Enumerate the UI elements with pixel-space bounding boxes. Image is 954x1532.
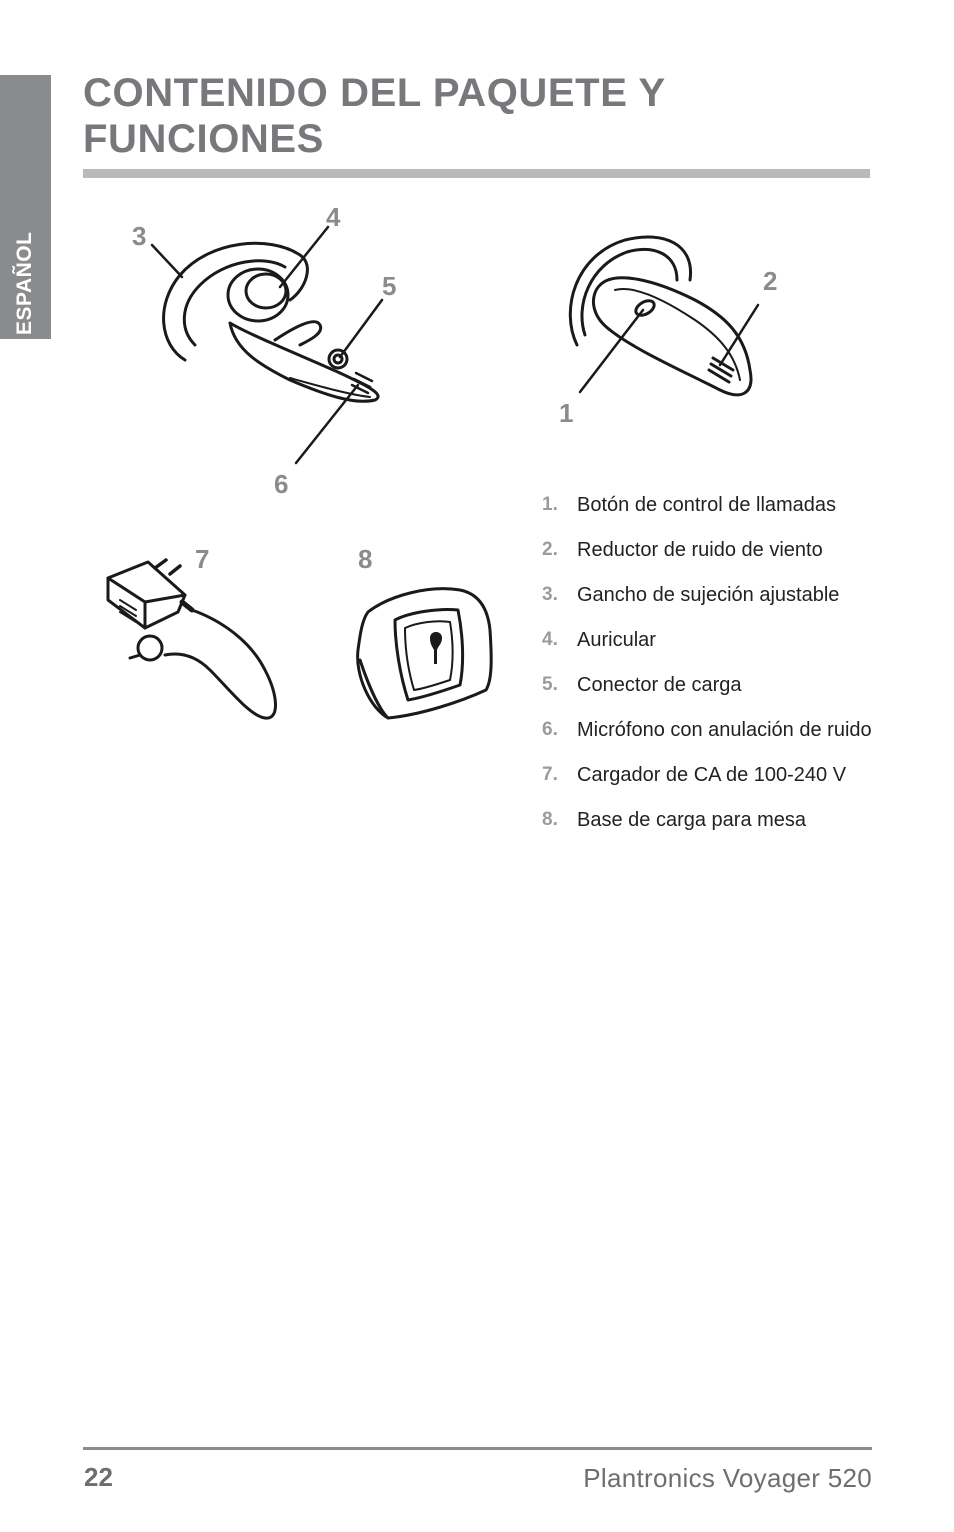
callout-3: 3 — [132, 221, 147, 251]
list-item — [542, 491, 872, 519]
callout-line-1 — [580, 310, 643, 392]
list-item-label: Base de carga para mesa — [577, 809, 807, 831]
list-item-number: 8. — [542, 809, 558, 830]
list-item — [542, 536, 872, 564]
list-item-label: Conector de carga — [577, 674, 742, 696]
list-item — [542, 716, 872, 744]
callout-line-4 — [280, 227, 328, 287]
charging-base-illustration — [350, 540, 500, 730]
list-item-label: Micrófono con anulación de ruido — [577, 719, 872, 741]
callout-7: 7 — [195, 544, 210, 574]
page-number: 22 — [84, 1462, 113, 1492]
list-item-label: Botón de control de llamadas — [577, 494, 837, 516]
list-item — [542, 761, 872, 789]
list-item-number: 1. — [542, 494, 558, 515]
list-item-number: 6. — [542, 719, 558, 740]
callout-line-6 — [296, 385, 358, 463]
list-item-number: 2. — [542, 539, 558, 560]
callout-4: 4 — [326, 202, 341, 232]
callout-line-2 — [720, 305, 758, 365]
callout-line-3 — [152, 245, 182, 277]
page-title: CONTENIDO DEL PAQUETE Y FUNCIONES — [83, 71, 666, 161]
callout-1: 1 — [559, 398, 574, 428]
footer-divider — [83, 1447, 872, 1450]
title-divider — [83, 169, 870, 178]
parts-list — [542, 491, 872, 851]
list-item-label: Cargador de CA de 100-240 V — [577, 764, 847, 786]
list-item — [542, 806, 872, 834]
headset-side-view-illustration — [100, 195, 420, 505]
list-item-label: Gancho de sujeción ajustable — [577, 584, 840, 606]
callout-2: 2 — [763, 266, 778, 296]
list-item-number: 7. — [542, 764, 558, 785]
headset-front-view-illustration — [555, 230, 795, 430]
callout-5: 5 — [382, 271, 397, 301]
callout-8: 8 — [358, 544, 373, 574]
list-item — [542, 671, 872, 699]
ac-charger-illustration — [100, 540, 290, 730]
product-name: Plantronics Voyager 520 — [583, 1463, 872, 1493]
list-item-number: 5. — [542, 674, 558, 695]
list-item — [542, 626, 872, 654]
language-tab-label: ESPAÑOL — [13, 231, 36, 335]
language-tab — [0, 75, 51, 339]
list-item-label: Reductor de ruido de viento — [577, 539, 823, 561]
callout-6: 6 — [274, 469, 289, 499]
list-item-number: 3. — [542, 584, 558, 605]
list-item-number: 4. — [542, 629, 558, 650]
callout-line-5 — [340, 300, 382, 357]
list-item-label: Auricular — [577, 629, 656, 651]
list-item — [542, 581, 872, 609]
